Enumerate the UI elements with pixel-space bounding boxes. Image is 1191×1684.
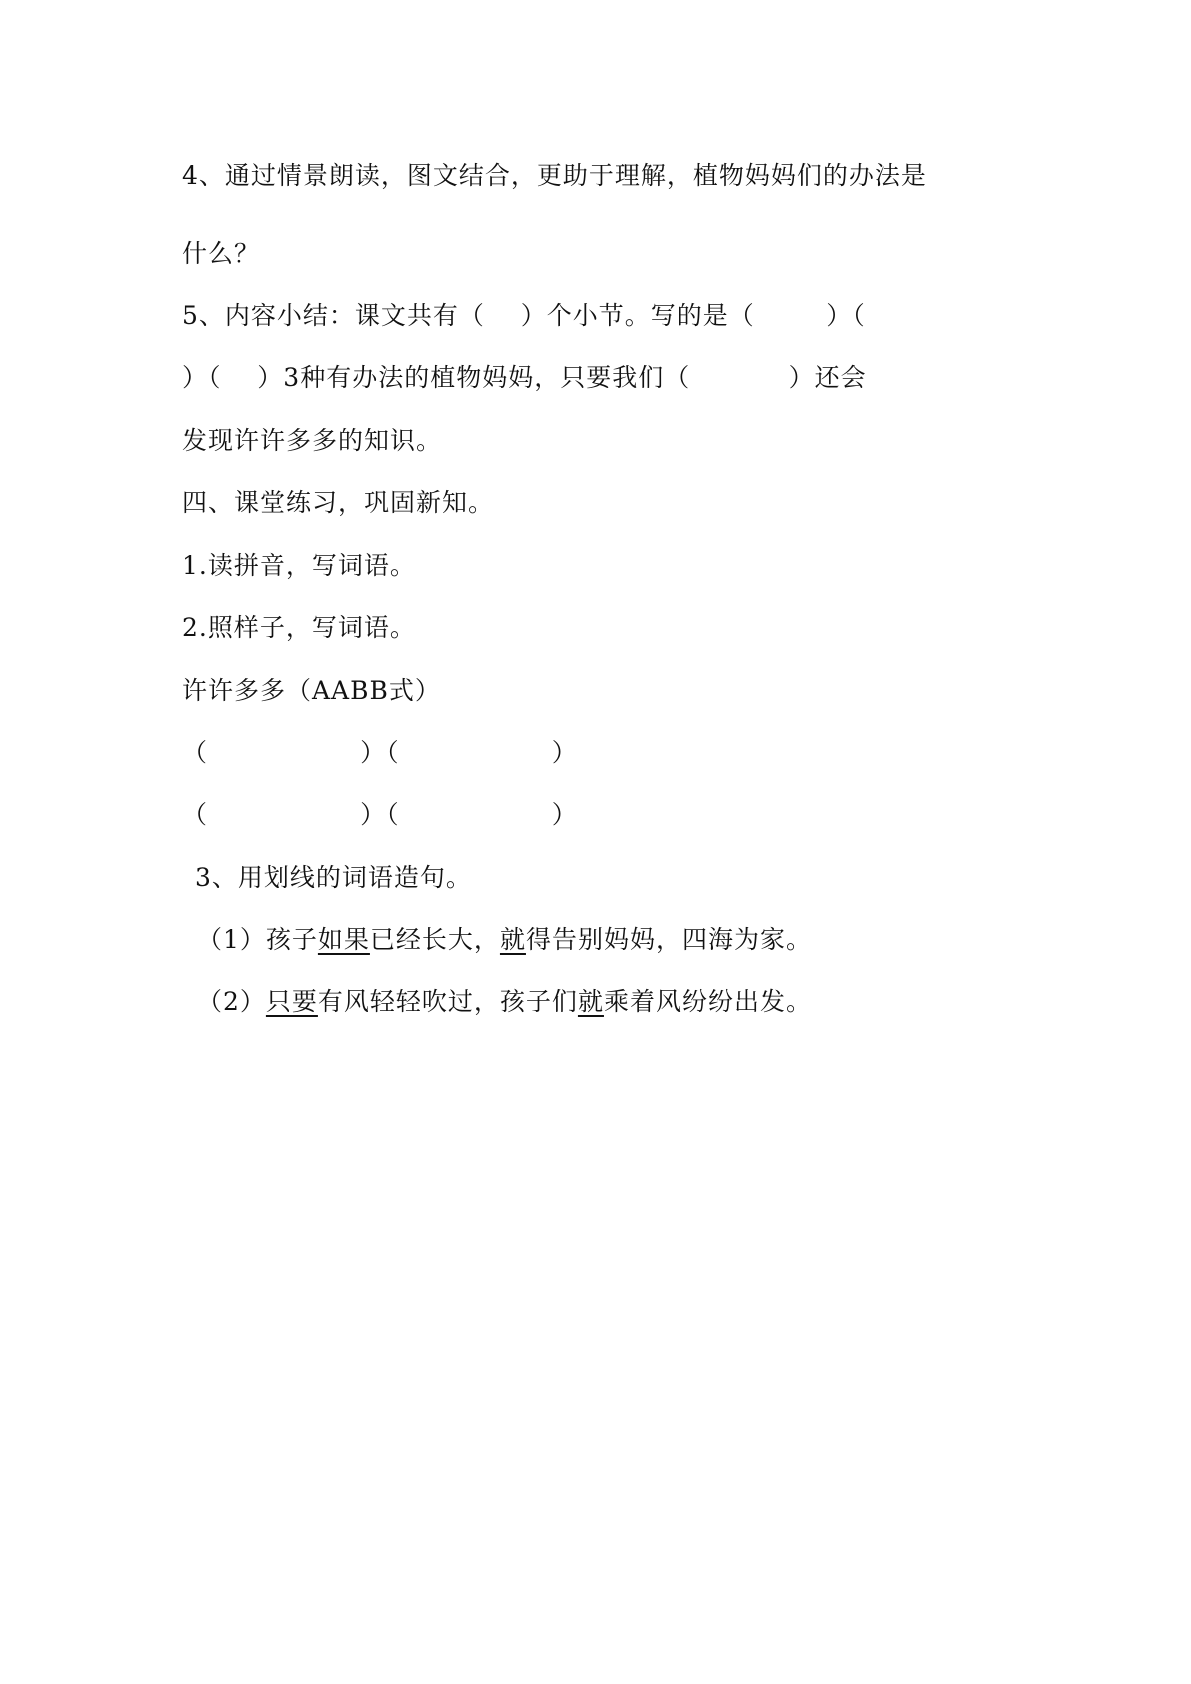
section-4-heading: 四、课堂练习，巩固新知。 [182,488,495,517]
sentence-1-middle: 已经长大， [369,925,500,954]
exercise-3-sentence-1 [197,924,812,956]
question-4-line-2: 什么？ [182,239,261,268]
exercise-1: 1.读拼音，写词语。 [182,551,416,580]
sentence-2-middle: 有风轻轻吹过，孩子们 [317,987,578,1016]
exercise-3-sentence-2 [197,986,812,1018]
sentence-2-suffix: 乘着风纷纷出发。 [603,987,812,1016]
underlined-word-jiu: 就 [499,925,526,954]
underlined-word-zhiyao: 只要 [265,987,318,1016]
exercise-2-blank-row-1: （ ）（ ） [182,738,578,767]
exercise-2-example: 许许多多（AABB式） [182,676,441,705]
question-5-line-1: 5、内容小结：课文共有（ ）个小节。写的是（ ）（ [182,301,866,330]
underlined-word-ruguo: 如果 [317,925,370,954]
sentence-1-prefix: （1）孩子 [197,925,318,954]
exercise-2-blank-row-2: （ ）（ ） [182,800,578,829]
sentence-2-prefix: （2） [197,987,266,1016]
question-5-line-3: 发现许许多多的知识。 [182,426,443,455]
exercise-2: 2.照样子，写词语。 [182,613,416,642]
question-4-line-1: 4、通过情景朗读，图文结合，更助于理解，植物妈妈们的办法是 [182,161,927,190]
exercise-3: 3、用划线的词语造句。 [195,863,472,892]
question-5-line-2: ）（ ）3种有办法的植物妈妈，只要我们（ ）还会 [182,363,867,392]
underlined-word-jiu: 就 [577,987,604,1016]
sentence-1-suffix: 得告别妈妈，四海为家。 [525,925,812,954]
